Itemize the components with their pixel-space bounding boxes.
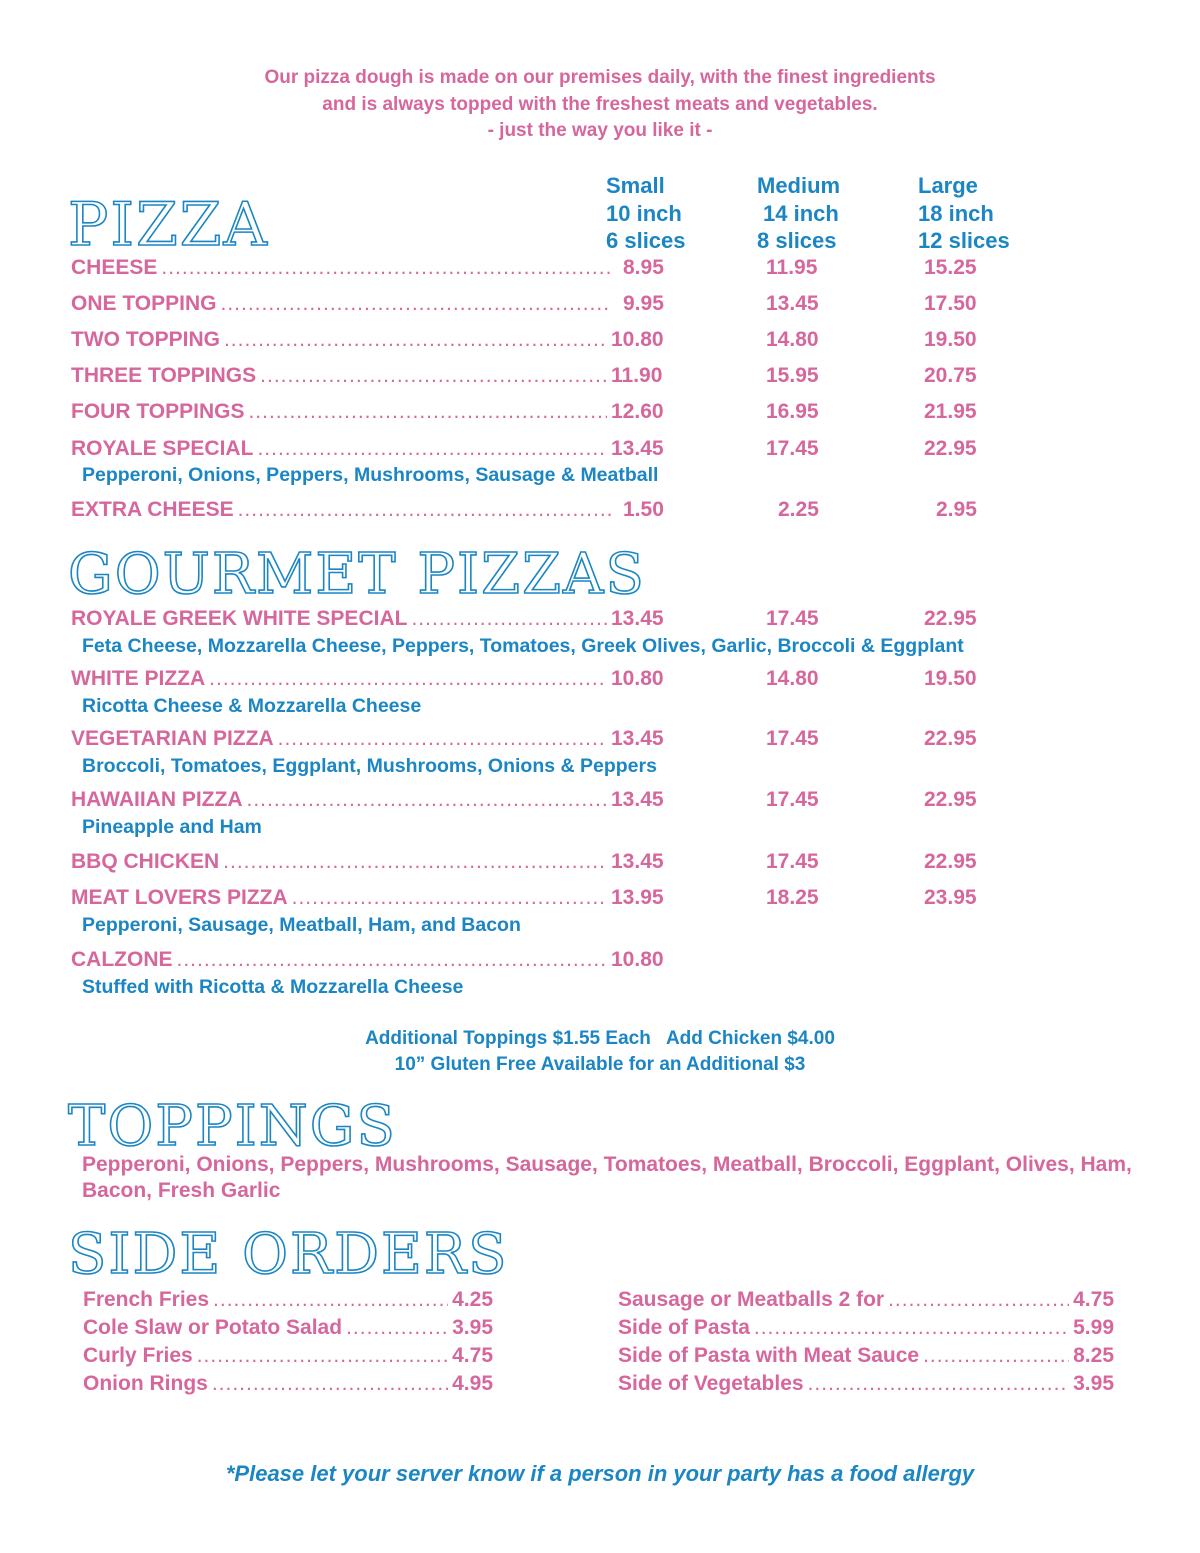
item-name: MEAT LOVERS PIZZA — [71, 886, 288, 909]
menu-row-royale-special — [71, 437, 1151, 467]
item-description: Pepperoni, Sausage, Meatball, Ham, and Bacon — [82, 914, 521, 936]
price-medium: 18.25 — [766, 886, 819, 909]
price-large: 22.95 — [924, 850, 977, 873]
size-inch: 10 inch — [606, 200, 682, 226]
item-description: Pineapple and Ham — [82, 816, 262, 838]
side-order-item — [83, 1316, 493, 1344]
item-name: ONE TOPPING — [71, 292, 217, 315]
price-large: 23.95 — [924, 886, 977, 909]
menu-row-vegetarian-pizza — [71, 727, 1151, 757]
side-item-price: 4.75 — [1073, 1288, 1114, 1311]
price-medium: 14.80 — [766, 328, 819, 351]
side-item-price: 4.25 — [452, 1288, 493, 1311]
item-description: Stuffed with Ricotta & Mozzarella Cheese — [82, 976, 464, 998]
side-item-name: Cole Slaw or Potato Salad — [83, 1316, 343, 1339]
item-description: Broccoli, Tomatoes, Eggplant, Mushrooms, Onions & Peppers — [82, 755, 657, 777]
gourmet-pizzas-heading: GOURMET PIZZAS — [68, 542, 646, 607]
size-label: Medium — [757, 173, 841, 198]
item-description: Feta Cheese, Mozzarella Cheese, Peppers, Tomatoes, Greek Olives, Garlic, Broccoli & Eggplant — [82, 635, 964, 657]
price-small: 11.90 — [611, 364, 663, 387]
intro-line-2: and is always topped with the freshest meats and vegetables. — [322, 94, 878, 115]
price-small: 12.60 — [611, 400, 664, 423]
item-name: ROYALE SPECIAL — [71, 437, 254, 460]
additional-toppings-note: Additional Toppings $1.55 Each Add Chicken $4.00 — [365, 1028, 835, 1049]
item-name: BBQ CHICKEN — [71, 850, 220, 873]
price-large: 15.25 — [924, 256, 977, 279]
intro-tagline: - just the way you like it - — [487, 120, 713, 141]
item-description: Pepperoni, Onions, Peppers, Mushrooms, Sausage & Meatball — [82, 464, 659, 486]
side-item-price: 4.95 — [452, 1372, 493, 1395]
menu-row-white-pizza — [71, 667, 1151, 697]
size-column-large — [918, 172, 1010, 255]
price-large: 20.75 — [924, 364, 977, 387]
size-slices: 12 slices — [918, 228, 1010, 253]
price-large: 22.95 — [924, 788, 977, 811]
size-slices: 6 slices — [606, 228, 686, 253]
item-name: VEGETARIAN PIZZA — [71, 727, 274, 750]
menu-row-one-topping — [71, 292, 1151, 322]
price-large: 22.95 — [924, 727, 977, 750]
side-item-price: 3.95 — [1073, 1372, 1114, 1395]
price-small: 10.80 — [611, 667, 664, 690]
item-name: HAWAIIAN PIZZA — [71, 788, 243, 811]
side-item-name: Onion Rings — [83, 1372, 208, 1395]
size-inch: 14 inch — [763, 200, 839, 226]
price-medium: 17.45 — [766, 607, 819, 630]
price-small: 10.80 — [611, 328, 664, 351]
price-large: 21.95 — [924, 400, 977, 423]
menu-row-extra-cheese — [71, 498, 1151, 528]
menu-row-two-topping — [71, 328, 1151, 358]
allergy-notice: *Please let your server know if a person in your party has a food allergy — [225, 1461, 975, 1486]
price-medium: 2.25 — [778, 498, 819, 521]
side-order-item — [83, 1372, 493, 1400]
item-name: CHEESE — [71, 256, 158, 279]
size-label: Large — [918, 173, 978, 198]
price-medium: 17.45 — [766, 437, 819, 460]
side-item-name: Curly Fries — [83, 1344, 193, 1367]
price-medium: 17.45 — [766, 850, 819, 873]
price-medium: 13.45 — [766, 292, 819, 315]
price-medium: 16.95 — [766, 400, 819, 423]
item-name: ROYALE GREEK WHITE SPECIAL — [71, 607, 408, 630]
price-small: 13.95 — [611, 886, 664, 909]
side-order-item — [618, 1372, 1114, 1400]
price-large: 19.50 — [924, 667, 977, 690]
menu-row-calzone — [71, 948, 1151, 978]
price-medium: 17.45 — [766, 727, 819, 750]
price-large: 22.95 — [924, 607, 977, 630]
size-column-medium — [757, 172, 840, 255]
item-description: Ricotta Cheese & Mozzarella Cheese — [82, 695, 422, 717]
size-slices: 8 slices — [757, 228, 837, 253]
price-medium: 11.95 — [766, 256, 818, 279]
side-item-price: 5.99 — [1073, 1316, 1114, 1339]
side-order-item — [618, 1316, 1114, 1344]
side-item-name: Side of Pasta with Meat Sauce — [618, 1344, 920, 1367]
menu-row-royale-greek-white-special — [71, 607, 1151, 637]
price-small: 10.80 — [611, 948, 664, 971]
menu-row-cheese — [71, 256, 1151, 286]
price-large: 19.50 — [924, 328, 977, 351]
price-small: 13.45 — [611, 788, 664, 811]
price-small: 8.95 — [623, 256, 664, 279]
pizza-heading: PIZZA — [68, 190, 269, 260]
menu-row-three-toppings — [71, 364, 1151, 394]
side-order-item — [83, 1344, 493, 1372]
side-orders-heading: SIDE ORDERS — [68, 1222, 509, 1287]
item-name: THREE TOPPINGS — [71, 364, 257, 387]
price-small: 13.45 — [611, 727, 664, 750]
price-small: 1.50 — [623, 498, 664, 521]
side-item-price: 8.25 — [1073, 1344, 1114, 1367]
side-order-item — [618, 1344, 1114, 1372]
side-item-name: Side of Pasta — [618, 1316, 750, 1339]
side-order-item — [618, 1288, 1114, 1316]
price-small: 13.45 — [611, 437, 664, 460]
price-medium: 17.45 — [766, 788, 819, 811]
price-small: 13.45 — [611, 607, 664, 630]
item-name: TWO TOPPING — [71, 328, 220, 351]
price-small: 9.95 — [623, 292, 664, 315]
menu-row-four-toppings — [71, 400, 1151, 430]
side-item-name: French Fries — [83, 1288, 210, 1311]
price-large: 17.50 — [924, 292, 977, 315]
item-name: CALZONE — [71, 948, 173, 971]
item-name: EXTRA CHEESE — [71, 498, 234, 521]
price-small: 13.45 — [611, 850, 664, 873]
price-medium: 15.95 — [766, 364, 819, 387]
intro-line-1: Our pizza dough is made on our premises daily, with the finest ingredients — [264, 67, 936, 88]
price-medium: 14.80 — [766, 667, 819, 690]
side-item-price: 4.75 — [452, 1344, 493, 1367]
size-inch: 18 inch — [918, 200, 994, 226]
toppings-list: Pepperoni, Onions, Peppers, Mushrooms, Sausage, Tomatoes, Meatball, Broccoli, Eggplant, Olives, Ham, Bacon, Fresh Garlic — [82, 1153, 1132, 1202]
size-column-small — [606, 172, 686, 255]
menu-row-hawaiian-pizza — [71, 788, 1151, 818]
side-item-name: Side of Vegetables — [618, 1372, 804, 1395]
size-label: Small — [606, 173, 665, 198]
gluten-free-note: 10” Gluten Free Available for an Additional $3 — [394, 1054, 806, 1075]
menu-row-meat-lovers-pizza — [71, 886, 1151, 916]
item-name: WHITE PIZZA — [71, 667, 206, 690]
side-order-item — [83, 1288, 493, 1316]
item-name: FOUR TOPPINGS — [71, 400, 245, 423]
price-large: 22.95 — [924, 437, 977, 460]
toppings-heading: TOPPINGS — [68, 1094, 397, 1159]
side-item-price: 3.95 — [452, 1316, 493, 1339]
price-large: 2.95 — [936, 498, 977, 521]
side-item-name: Sausage or Meatballs 2 for — [618, 1288, 885, 1311]
menu-row-bbq-chicken — [71, 850, 1151, 880]
